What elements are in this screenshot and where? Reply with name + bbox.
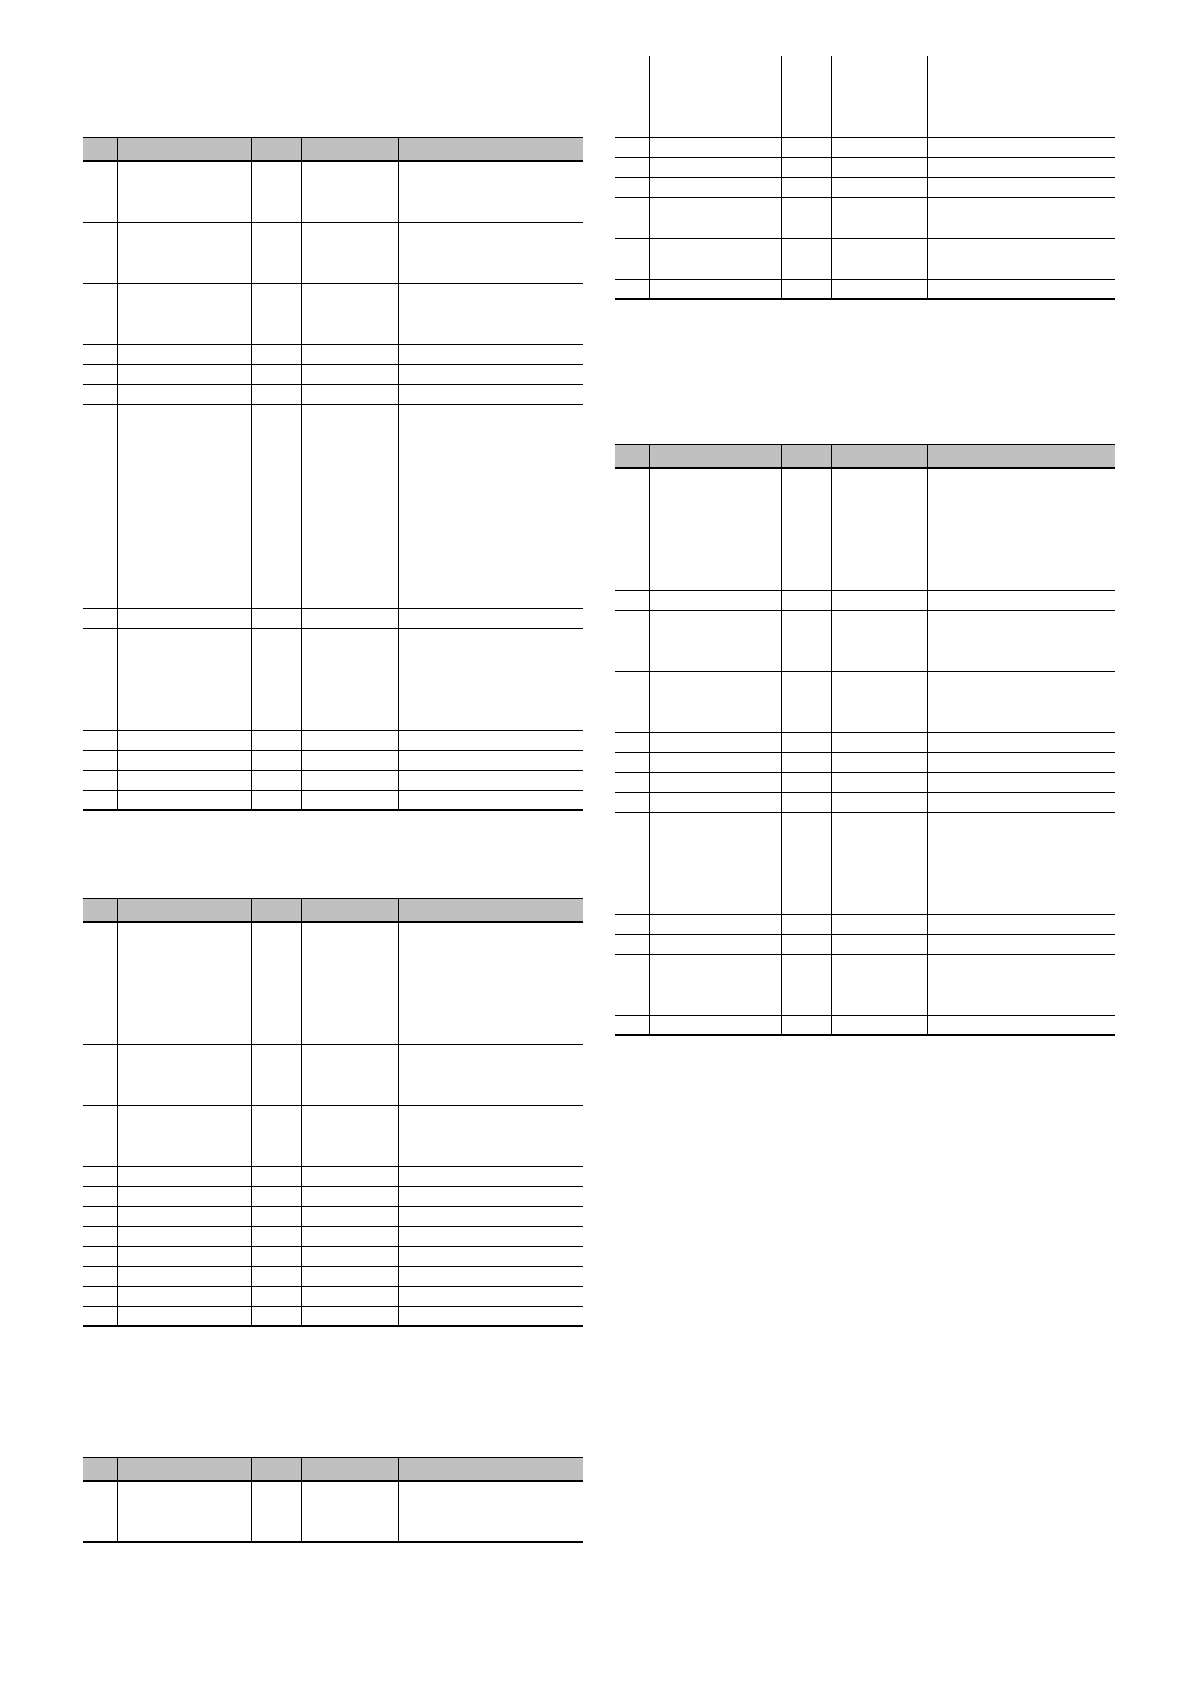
table-cell (117, 1044, 251, 1105)
table-cell (301, 283, 398, 344)
table-cell (251, 608, 301, 628)
table-cell (117, 608, 251, 628)
table-cell (927, 954, 1115, 1015)
table-cell (251, 1306, 301, 1326)
table-cell (615, 954, 649, 1015)
table-cell (398, 608, 583, 628)
table-cell (301, 1105, 398, 1166)
table-cell (615, 137, 649, 157)
table-row (615, 468, 1115, 590)
table-cell (83, 1206, 117, 1226)
table-cell (301, 1226, 398, 1246)
table-row (83, 1266, 583, 1286)
table-cell (398, 1226, 583, 1246)
table-cell (649, 238, 781, 279)
table-cell (301, 384, 398, 404)
table-cell (649, 792, 781, 812)
table-cell (927, 772, 1115, 792)
table-cell (831, 772, 927, 792)
table-cell (649, 56, 781, 137)
table-cell (831, 157, 927, 177)
table-cell (117, 750, 251, 770)
table-row (615, 732, 1115, 752)
table-cell (117, 730, 251, 750)
table-cell (831, 752, 927, 772)
table-cell (117, 222, 251, 283)
table-cell (117, 404, 251, 608)
table-row (83, 1044, 583, 1105)
column-header (927, 445, 1115, 469)
table-row (83, 364, 583, 384)
table-cell (615, 752, 649, 772)
table-cell (649, 610, 781, 671)
table-cell (301, 922, 398, 1044)
table-cell (301, 1246, 398, 1266)
table-cell (251, 922, 301, 1044)
table-cell (831, 954, 927, 1015)
table-cell (831, 468, 927, 590)
table-row (615, 934, 1115, 954)
table-cell (781, 590, 831, 610)
table-cell (83, 730, 117, 750)
table-cell (398, 750, 583, 770)
data-table-1 (83, 137, 583, 811)
table-cell (83, 750, 117, 770)
table-cell (301, 222, 398, 283)
table-cell (398, 628, 583, 730)
table-cell (398, 1044, 583, 1105)
table-cell (649, 954, 781, 1015)
table-cell (251, 1206, 301, 1226)
column-header (117, 1458, 251, 1482)
column-header (649, 445, 781, 469)
column-header (251, 1458, 301, 1482)
table-cell (251, 222, 301, 283)
table-cell (117, 1226, 251, 1246)
column-header (398, 899, 583, 923)
table-cell (831, 1015, 927, 1035)
table-row (615, 238, 1115, 279)
table-cell (117, 790, 251, 810)
table-cell (927, 792, 1115, 812)
table-cell (251, 384, 301, 404)
table-cell (649, 934, 781, 954)
table-cell (831, 610, 927, 671)
table-cell (398, 770, 583, 790)
table-cell (649, 177, 781, 197)
table-cell (398, 1306, 583, 1326)
data-table-3-continued (615, 56, 1115, 300)
table-cell (83, 1286, 117, 1306)
table-cell (251, 1266, 301, 1286)
table-cell (301, 1286, 398, 1306)
table-cell (781, 56, 831, 137)
column-header (615, 445, 649, 469)
column-header (301, 138, 398, 162)
table-cell (927, 177, 1115, 197)
table-cell (398, 283, 583, 344)
table-cell (927, 197, 1115, 238)
table-cell (117, 161, 251, 222)
table-cell (83, 1105, 117, 1166)
table-cell (117, 628, 251, 730)
table-cell (781, 934, 831, 954)
column-header (251, 899, 301, 923)
table-row (615, 671, 1115, 732)
data-table-3 (83, 1457, 583, 1543)
table-cell (649, 812, 781, 914)
table-row (83, 1226, 583, 1246)
column-header (117, 138, 251, 162)
table-cell (927, 610, 1115, 671)
table-cell (251, 161, 301, 222)
table-row (83, 384, 583, 404)
table-row (615, 279, 1115, 299)
table-cell (398, 1206, 583, 1226)
table-row (615, 137, 1115, 157)
table-cell (927, 934, 1115, 954)
table-cell (398, 161, 583, 222)
table-cell (301, 790, 398, 810)
column-header (83, 899, 117, 923)
table-cell (301, 404, 398, 608)
table-row (83, 1186, 583, 1206)
table-row (83, 750, 583, 770)
table-cell (117, 1266, 251, 1286)
table-cell (831, 197, 927, 238)
table-cell (301, 750, 398, 770)
table-cell (251, 1166, 301, 1186)
table-cell (615, 279, 649, 299)
table-cell (927, 279, 1115, 299)
table-cell (831, 238, 927, 279)
table-row (615, 177, 1115, 197)
table-cell (251, 730, 301, 750)
table-cell (649, 671, 781, 732)
table-cell (398, 1481, 583, 1542)
table-cell (117, 1206, 251, 1226)
column-header (398, 138, 583, 162)
table-cell (83, 770, 117, 790)
table-cell (117, 1286, 251, 1306)
table-cell (251, 1105, 301, 1166)
table-cell (615, 468, 649, 590)
table-cell (781, 812, 831, 914)
table-header-row (83, 899, 583, 923)
table-row (83, 628, 583, 730)
table-row (83, 790, 583, 810)
table-cell (83, 1186, 117, 1206)
table-cell (301, 1166, 398, 1186)
table-cell (251, 1044, 301, 1105)
table-row (615, 772, 1115, 792)
table-cell (649, 279, 781, 299)
table-cell (398, 1266, 583, 1286)
table-cell (927, 671, 1115, 732)
table-cell (301, 730, 398, 750)
table-cell (83, 1044, 117, 1105)
table-cell (251, 770, 301, 790)
table-cell (649, 772, 781, 792)
table-cell (251, 404, 301, 608)
table-cell (781, 197, 831, 238)
table-cell (117, 364, 251, 384)
table-cell (615, 197, 649, 238)
table-cell (781, 279, 831, 299)
table-row (615, 610, 1115, 671)
table-cell (615, 177, 649, 197)
table-cell (781, 954, 831, 1015)
table-cell (781, 468, 831, 590)
table-row (615, 954, 1115, 1015)
table-cell (649, 914, 781, 934)
table-cell (615, 157, 649, 177)
table-row (83, 283, 583, 344)
table-row (615, 752, 1115, 772)
table-cell (831, 177, 927, 197)
table-cell (831, 914, 927, 934)
table-cell (251, 1186, 301, 1206)
table-cell (831, 137, 927, 157)
table-cell (398, 790, 583, 810)
table-row (83, 770, 583, 790)
table-cell (649, 732, 781, 752)
table-cell (301, 364, 398, 384)
table-cell (83, 161, 117, 222)
table-cell (649, 590, 781, 610)
table-cell (83, 790, 117, 810)
table-cell (398, 344, 583, 364)
table-row (615, 157, 1115, 177)
column-header (251, 138, 301, 162)
table-cell (398, 922, 583, 1044)
table-cell (781, 914, 831, 934)
table-cell (83, 1266, 117, 1286)
table-cell (83, 283, 117, 344)
table-cell (251, 283, 301, 344)
table-cell (781, 137, 831, 157)
table-cell (831, 56, 927, 137)
table-row (615, 590, 1115, 610)
table-cell (398, 1186, 583, 1206)
table-header-row (83, 138, 583, 162)
table-cell (649, 468, 781, 590)
table-cell (649, 137, 781, 157)
table-cell (301, 770, 398, 790)
table-row (83, 1206, 583, 1226)
table-cell (927, 468, 1115, 590)
table-cell (117, 384, 251, 404)
table-cell (398, 1105, 583, 1166)
table-cell (781, 772, 831, 792)
column-header (301, 1458, 398, 1482)
table-cell (831, 732, 927, 752)
table-cell (398, 1286, 583, 1306)
table-row (615, 792, 1115, 812)
table-cell (927, 732, 1115, 752)
table-row (83, 1246, 583, 1266)
table-cell (649, 752, 781, 772)
table-cell (83, 1481, 117, 1542)
table-row (83, 161, 583, 222)
table-cell (83, 404, 117, 608)
table-row (615, 812, 1115, 914)
table-cell (781, 177, 831, 197)
table-row (615, 914, 1115, 934)
table-row (83, 1286, 583, 1306)
table-cell (781, 610, 831, 671)
table-cell (831, 590, 927, 610)
table-cell (615, 1015, 649, 1035)
table-cell (251, 628, 301, 730)
table-cell (927, 157, 1115, 177)
table-cell (927, 1015, 1115, 1035)
table-cell (83, 364, 117, 384)
table-cell (398, 1166, 583, 1186)
data-table-2 (83, 898, 583, 1327)
table-cell (649, 157, 781, 177)
table-cell (117, 1481, 251, 1542)
table-cell (615, 772, 649, 792)
table-cell (927, 752, 1115, 772)
table-cell (831, 671, 927, 732)
table-cell (398, 1246, 583, 1266)
table-cell (927, 812, 1115, 914)
table-cell (117, 922, 251, 1044)
table-row (83, 922, 583, 1044)
table-cell (615, 56, 649, 137)
table-cell (83, 1306, 117, 1326)
table-cell (83, 922, 117, 1044)
table-cell (251, 344, 301, 364)
table-cell (615, 610, 649, 671)
table-cell (615, 238, 649, 279)
table-cell (615, 671, 649, 732)
table-cell (615, 934, 649, 954)
table-row (83, 608, 583, 628)
table-row (83, 1166, 583, 1186)
table-cell (117, 1246, 251, 1266)
table-cell (781, 1015, 831, 1035)
table-cell (301, 1306, 398, 1326)
table-cell (831, 934, 927, 954)
table-row (83, 222, 583, 283)
table-cell (398, 222, 583, 283)
table-row (83, 404, 583, 608)
table-cell (117, 344, 251, 364)
table-cell (83, 608, 117, 628)
table-cell (251, 750, 301, 770)
table-cell (83, 384, 117, 404)
table-header-row (83, 1458, 583, 1482)
table-cell (251, 1226, 301, 1246)
table-cell (398, 404, 583, 608)
table-cell (83, 1226, 117, 1246)
table-cell (615, 732, 649, 752)
table-cell (398, 384, 583, 404)
table-cell (398, 730, 583, 750)
table-cell (117, 1306, 251, 1326)
table-row (615, 1015, 1115, 1035)
table-cell (251, 1481, 301, 1542)
table-cell (831, 792, 927, 812)
table-cell (615, 914, 649, 934)
column-header (831, 445, 927, 469)
table-header-row (615, 445, 1115, 469)
table-cell (927, 914, 1115, 934)
table-cell (301, 628, 398, 730)
table-row (615, 197, 1115, 238)
table-cell (781, 157, 831, 177)
table-cell (831, 812, 927, 914)
table-cell (83, 222, 117, 283)
table-cell (301, 1206, 398, 1226)
table-row (83, 1481, 583, 1542)
table-cell (117, 1166, 251, 1186)
table-cell (251, 364, 301, 384)
table-cell (301, 1266, 398, 1286)
table-cell (301, 1186, 398, 1206)
table-cell (117, 1105, 251, 1166)
data-table-4 (615, 444, 1115, 1036)
table-cell (781, 752, 831, 772)
table-cell (831, 279, 927, 299)
table-row (83, 1105, 583, 1166)
table-cell (927, 56, 1115, 137)
table-cell (301, 161, 398, 222)
column-header (781, 445, 831, 469)
table-cell (83, 628, 117, 730)
table-cell (927, 238, 1115, 279)
table-cell (251, 1246, 301, 1266)
table-row (615, 56, 1115, 137)
table-cell (117, 283, 251, 344)
table-cell (301, 344, 398, 364)
table-cell (83, 1166, 117, 1186)
table-cell (83, 1246, 117, 1266)
table-cell (781, 238, 831, 279)
table-cell (251, 790, 301, 810)
table-cell (927, 590, 1115, 610)
table-row (83, 344, 583, 364)
table-cell (927, 137, 1115, 157)
column-header (398, 1458, 583, 1482)
table-cell (301, 1044, 398, 1105)
table-cell (301, 1481, 398, 1542)
column-header (83, 1458, 117, 1482)
table-cell (398, 364, 583, 384)
column-header (301, 899, 398, 923)
table-cell (117, 770, 251, 790)
table-cell (781, 671, 831, 732)
table-row (83, 1306, 583, 1326)
table-row (83, 730, 583, 750)
table-cell (83, 344, 117, 364)
column-header (117, 899, 251, 923)
table-cell (781, 792, 831, 812)
table-cell (649, 1015, 781, 1035)
table-cell (251, 1286, 301, 1306)
column-header (83, 138, 117, 162)
table-cell (615, 590, 649, 610)
table-cell (649, 197, 781, 238)
table-cell (301, 608, 398, 628)
table-cell (117, 1186, 251, 1206)
table-cell (781, 732, 831, 752)
table-cell (615, 812, 649, 914)
table-cell (615, 792, 649, 812)
